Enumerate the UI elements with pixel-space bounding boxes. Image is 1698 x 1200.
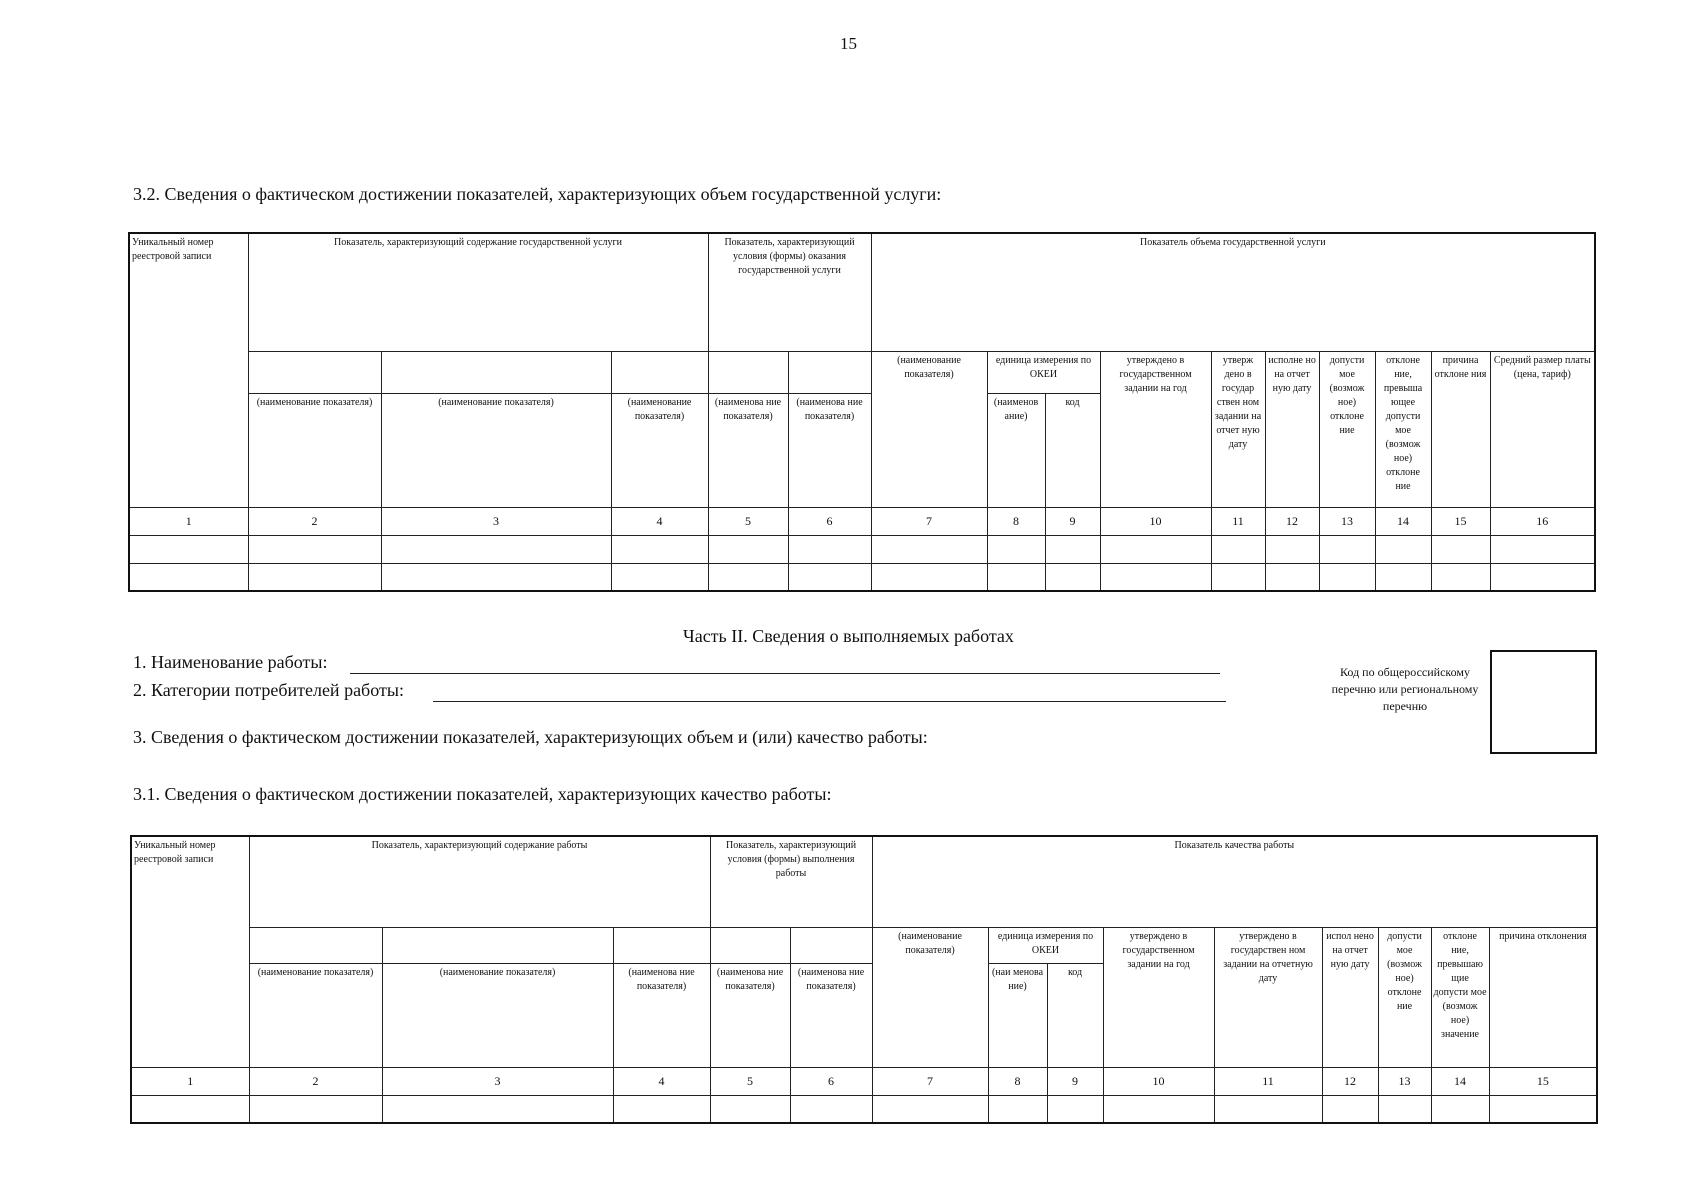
- header-service-conditions: Показатель, характеризующий условия (формы) оказания государственной услуги: [708, 233, 871, 351]
- blank-cell: [249, 927, 382, 963]
- header-work-conditions: Показатель, характеризующий условия (формы) выполнения работы: [710, 836, 872, 927]
- column-number: 7: [871, 507, 987, 535]
- column-number: 10: [1100, 507, 1211, 535]
- column-number: 16: [1490, 507, 1595, 535]
- part-2-title: Часть II. Сведения о выполняемых работах: [683, 626, 1014, 646]
- header-quality-indicator: Показатель качества работы: [872, 836, 1597, 927]
- column-number: 5: [710, 1067, 790, 1095]
- header-volume-indicator: Показатель объема государственной услуги: [871, 233, 1595, 351]
- header-okei-unit: единица измерения по ОКЕИ: [988, 927, 1103, 963]
- column-number: 11: [1214, 1067, 1322, 1095]
- header-approved-year: утверждено в государственном задании на год: [1100, 351, 1211, 507]
- subheader-col4: (наименова ние показателя): [613, 963, 710, 1067]
- column-number: 8: [987, 507, 1045, 535]
- subheader-col3: (наименование показателя): [381, 393, 611, 507]
- header-deviation-reason: причина отклонения: [1489, 927, 1597, 1067]
- column-number: 13: [1319, 507, 1375, 535]
- blank-cell: [613, 927, 710, 963]
- column-number: 6: [790, 1067, 872, 1095]
- header-allowed-deviation: допусти мое (возмож ное) отклоне ние: [1378, 927, 1431, 1067]
- work-name-label: 1. Наименование работы:: [133, 652, 328, 672]
- column-numbers-row: [131, 1067, 1597, 1095]
- column-number: 3: [382, 1067, 613, 1095]
- blank-cell: [381, 351, 611, 393]
- subheader-unit-code: код: [1047, 963, 1103, 1067]
- subheader-col5: (наименова ние показателя): [710, 963, 790, 1067]
- code-label: Код по общероссийскому перечню или региональному перечню: [1331, 665, 1479, 713]
- table-row: [131, 1095, 1597, 1123]
- work-name-line: [350, 673, 1220, 674]
- column-number: 7: [872, 1067, 988, 1095]
- header-approved-date: утверж дено в государ ствен ном задании на отчет ную дату: [1211, 351, 1265, 507]
- work-consumers-line: [433, 701, 1226, 702]
- column-number: 15: [1431, 507, 1490, 535]
- column-number: 13: [1378, 1067, 1431, 1095]
- header-work-content: Показатель, характеризующий содержание работы: [249, 836, 710, 927]
- section-3-2-title: 3.2. Сведения о фактическом достижении показателей, характеризующих объем государственной услуги:: [133, 184, 942, 204]
- subheader-col6: (наименова ние показателя): [788, 393, 871, 507]
- page-number: 15: [840, 34, 857, 53]
- subheader-col2: (наименование показателя): [249, 963, 382, 1067]
- subheader-unit-code: код: [1045, 393, 1100, 507]
- column-number: 5: [708, 507, 788, 535]
- subheader-col2: (наименование показателя): [248, 393, 381, 507]
- section-3-title: 3. Сведения о фактическом достижении показателей, характеризующих объем и (или) качество работы:: [133, 727, 928, 747]
- header-approved-date: утверждено в государствен ном задании на отчетную дату: [1214, 927, 1322, 1067]
- column-number: 2: [249, 1067, 382, 1095]
- header-okei-unit: единица измерения по ОКЕИ: [987, 351, 1100, 393]
- column-number: 3: [381, 507, 611, 535]
- header-allowed-deviation: допусти мое (возмож ное) отклоне ние: [1319, 351, 1375, 507]
- column-number: 1: [129, 507, 248, 535]
- column-number: 15: [1489, 1067, 1597, 1095]
- header-executed: испол нено на отчет ную дату: [1322, 927, 1378, 1067]
- blank-cell: [790, 927, 872, 963]
- quality-indicators-table: [130, 835, 1598, 1124]
- column-number: 8: [988, 1067, 1047, 1095]
- blank-cell: [708, 351, 788, 393]
- subheader-unit-name: (наименов ание): [987, 393, 1045, 507]
- table-row: [129, 535, 1595, 563]
- header-exceeding-deviation: отклоне ние, превыша ющее допусти мое (возмож ное) отклоне ние: [1375, 351, 1431, 507]
- subheader-col6: (наименова ние показателя): [790, 963, 872, 1067]
- header-indicator-name: (наименование показателя): [872, 927, 988, 1067]
- header-indicator-name: (наименование показателя): [871, 351, 987, 507]
- subheader-col3: (наименование показателя): [382, 963, 613, 1067]
- column-number: 11: [1211, 507, 1265, 535]
- blank-cell: [611, 351, 708, 393]
- blank-cell: [382, 927, 613, 963]
- column-number: 9: [1047, 1067, 1103, 1095]
- header-service-content: Показатель, характеризующий содержание государственной услуги: [248, 233, 708, 351]
- column-number: 4: [611, 507, 708, 535]
- section-3-1-title: 3.1. Сведения о фактическом достижении показателей, характеризующих качество работы:: [133, 784, 832, 804]
- header-unique-number: Уникальный номер реестровой записи: [129, 233, 248, 507]
- column-numbers-row: [129, 507, 1595, 535]
- header-approved-year: утверждено в государственном задании на год: [1103, 927, 1214, 1067]
- subheader-col4: (наименование показателя): [611, 393, 708, 507]
- work-consumers-label: 2. Категории потребителей работы:: [133, 680, 404, 700]
- column-number: 14: [1431, 1067, 1489, 1095]
- table-row: [129, 563, 1595, 591]
- column-number: 12: [1322, 1067, 1378, 1095]
- subheader-col5: (наименова ние показателя): [708, 393, 788, 507]
- header-executed: исполне но на отчет ную дату: [1265, 351, 1319, 507]
- header-deviation-reason: причина отклоне ния: [1431, 351, 1490, 507]
- column-number: 2: [248, 507, 381, 535]
- code-box: [1490, 650, 1597, 754]
- volume-indicators-table: [128, 232, 1596, 592]
- blank-cell: [788, 351, 871, 393]
- column-number: 1: [131, 1067, 249, 1095]
- header-exceeding-deviation: отклоне ние, превышаю щие допусти мое (возмож ное) значение: [1431, 927, 1489, 1067]
- column-number: 10: [1103, 1067, 1214, 1095]
- column-number: 9: [1045, 507, 1100, 535]
- header-average-fee: Средний размер платы (цена, тариф): [1490, 351, 1595, 507]
- header-unique-number: Уникальный номер реестровой записи: [131, 836, 249, 1067]
- blank-cell: [248, 351, 381, 393]
- blank-cell: [710, 927, 790, 963]
- column-number: 12: [1265, 507, 1319, 535]
- column-number: 4: [613, 1067, 710, 1095]
- column-number: 6: [788, 507, 871, 535]
- column-number: 14: [1375, 507, 1431, 535]
- subheader-unit-name: (наи менова ние): [988, 963, 1047, 1067]
